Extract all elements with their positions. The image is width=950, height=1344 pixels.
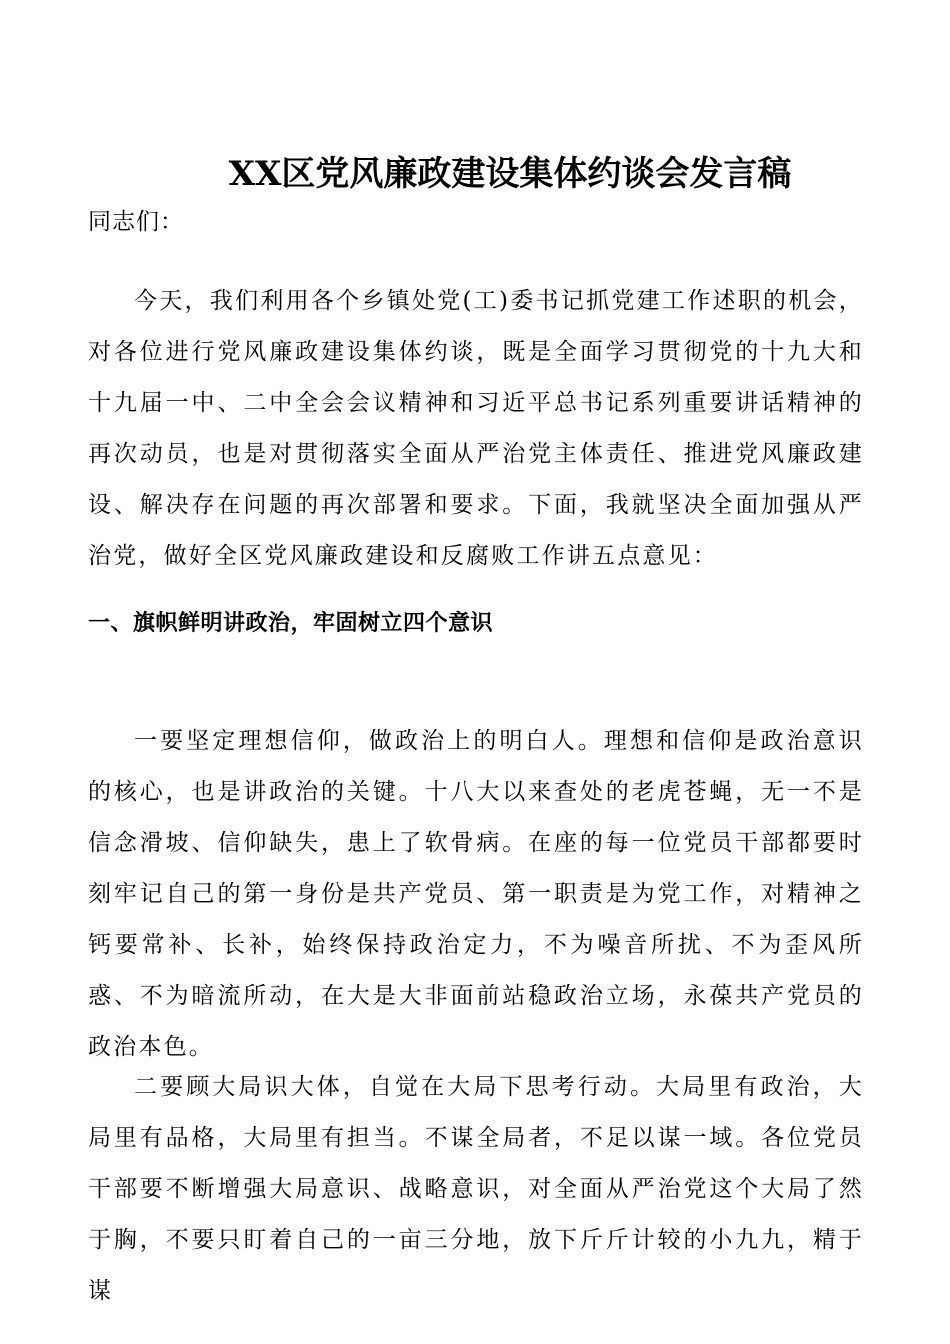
paragraph-point-1: 一要坚定理想信仰，做政治上的明白人。理想和信仰是政治意识的核心，也是讲政治的关键。十八大以来查处的老虎苍蝇，无一不是信念滑坡、信仰缺失，患上了软骨病。在座的每一位党员干部都要时刻牢记自己的第一身份是共产党员、第一职责是为党工作，对精神之钙要常补、长补，始终保持政治定力，不为噪音所扰、不为歪风所惑、不为暗流所动，在大是大非面前站稳政治立场，永葆共产党员的政治本色。: [88, 728, 864, 1060]
paragraph-intro: 今天，我们利用各个乡镇处党(工)委书记抓党建工作述职的机会，对各位进行党风廉政建设集体约谈，既是全面学习贯彻党的十九大和十九届一中、二中全会会议精神和习近平总书记系列重要讲话精神的再次动员，也是对贯彻落实全面从严治党主体责任、推进党风廉政建设、解决存在问题的再次部署和要求。下面，我就坚决全面加强从严治党，做好全区党风廉政建设和反腐败工作讲五点意见：: [88, 288, 864, 569]
section-heading-1: 一、旗帜鲜明讲政治，牢固树立四个意识: [88, 611, 494, 636]
salutation: 同志们：: [88, 209, 184, 235]
document-title: XX区党风廉政建设集体约谈会发言稿: [228, 154, 792, 194]
paragraph-point-2: 二要顾大局识大体，自觉在大局下思考行动。大局里有政治，大局里有品格，大局里有担当。不谋全局者，不足以谋一域。各位党员干部要不断增强大局意识、战略意识，对全面从严治党这个大局了然于胸，不要只盯着自己的一亩三分地，放下斤斤计较的小九九，精于谋: [88, 1074, 864, 1304]
